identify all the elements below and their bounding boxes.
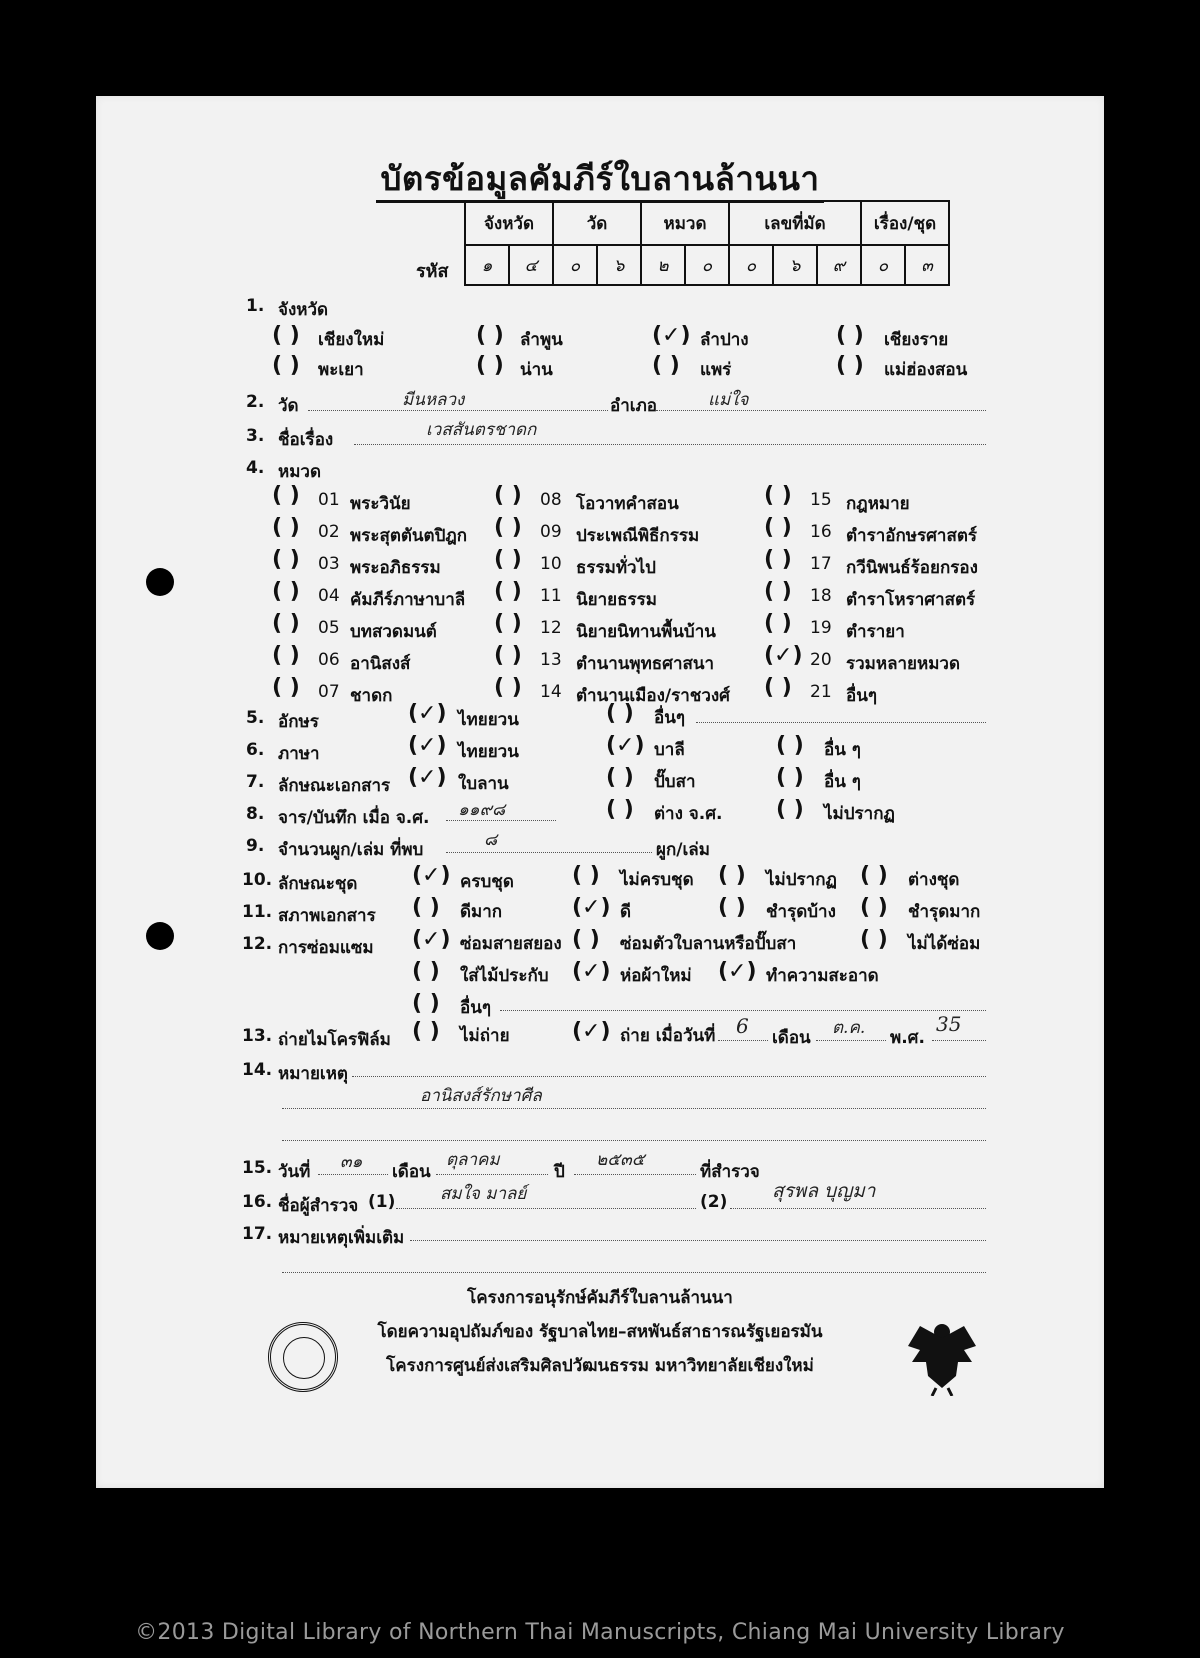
checkbox-category[interactable]: ( ) [494,483,522,508]
category-code: 08 [540,490,562,510]
film-year-line [932,1040,986,1041]
category-code: 06 [318,650,340,670]
punch-hole-top [146,568,174,596]
film-month: ต.ค. [832,1018,866,1038]
checkbox-category[interactable]: ( ) [764,611,792,636]
surveyor-2-num: (2) [700,1192,728,1212]
checkbox-province-1[interactable]: ( ) [272,323,300,348]
category-name: คัมภีร์ภาษาบาลี [350,590,466,610]
code-header-category: หมวด [641,201,729,245]
s2-label: วัด [278,396,299,416]
category-name: บทสวดมนต์ [350,622,437,642]
option-province-4: เชียงราย [884,330,949,350]
category-name: พระวินัย [350,494,411,514]
checkbox-cond-excellent[interactable]: ( ) [412,895,440,920]
s1-label: จังหวัด [278,300,329,320]
surveyor-1-line [396,1208,696,1209]
s11-label: สภาพเอกสาร [278,906,376,926]
german-eagle-icon [906,1316,978,1396]
option-set-different: ต่างชุด [908,870,960,890]
option-doc-mulberry: ปั๊บสา [654,772,696,792]
category-code: 10 [540,554,562,574]
checkbox-province-8[interactable]: ( ) [836,353,864,378]
footer-line-3: โครงการศูนย์ส่งเสริมศิลปวัฒนธรรม มหาวิทยาลัยเชียงใหม่ [386,1356,814,1376]
option-cond-good: ดี [620,902,632,922]
option-province-1: เชียงใหม่ [318,330,385,350]
checkbox-category[interactable]: ( ) [494,547,522,572]
checkbox-category[interactable]: ( ) [494,579,522,604]
code-header-province: จังหวัด [465,201,553,245]
punch-hole-bottom [146,922,174,950]
option-cond-damaged-some: ชำรุดบ้าง [766,902,836,922]
checkbox-category[interactable]: ( ) [764,675,792,700]
checkbox-repair-none[interactable]: ( ) [860,927,888,952]
checkbox-category[interactable]: ( ) [272,515,300,540]
checkbox-province-2[interactable]: ( ) [476,323,504,348]
category-code: 07 [318,682,340,702]
s3-num: 3. [246,426,265,446]
option-province-7: แพร่ [700,360,732,380]
survey-year-label: ปี [554,1162,565,1182]
category-code: 17 [810,554,832,574]
category-code: 12 [540,618,562,638]
option-province-5: พะเยา [318,360,364,380]
checkbox-set-unknown[interactable]: ( ) [718,863,746,888]
note-line-3 [282,1140,986,1141]
option-province-3: ลำปาง [700,330,749,350]
category-code: 11 [540,586,562,606]
s6-label: ภาษา [278,744,320,764]
checkbox-category[interactable]: ( ) [764,515,792,540]
title-value: เวสสันตรชาดก [426,420,537,440]
category-code: 09 [540,522,562,542]
category-name: ธรรมทั่วไป [576,558,656,578]
survey-month: ตุลาคม [446,1150,500,1170]
category-code: 01 [318,490,340,510]
checkbox-doc-palm-leaf-checked[interactable]: (✓) [408,765,447,790]
count-unit: ผูก/เล่ม [656,840,710,860]
checkbox-film-yes-checked[interactable]: (✓) [572,1019,611,1044]
code-digit: ๐ [729,245,773,285]
temple-value: มีนหลวง [402,390,465,410]
category-code: 21 [810,682,832,702]
option-set-complete: ครบชุด [460,872,514,892]
category-code: 14 [540,682,562,702]
code-table [464,200,950,286]
option-repair-cord: ซ่อมสายสยอง [460,934,562,954]
extra-note-line-2 [282,1272,986,1273]
category-name: โอวาทคำสอน [576,494,679,514]
checkbox-doc-other[interactable]: ( ) [776,765,804,790]
note-value: อานิสงส์รักษาศีล [420,1086,542,1106]
category-name: กฎหมาย [846,494,910,514]
checkbox-category[interactable]: ( ) [272,611,300,636]
code-digit: ๐ [685,245,729,285]
checkbox-repair-cover[interactable]: ( ) [412,959,440,984]
checkbox-category-checked[interactable]: (✓) [764,643,803,668]
code-digit: ๐ [861,245,905,285]
surveyor-2-value: สุรพล บุญมา [772,1180,876,1202]
checkbox-category[interactable]: ( ) [272,483,300,508]
option-film-yes: ถ่าย เมื่อวันที่ [620,1026,716,1046]
option-repair-cloth: ห่อผ้าใหม่ [620,966,692,986]
s15-label: วันที่ [278,1162,311,1182]
checkbox-province-6[interactable]: ( ) [476,353,504,378]
checkbox-category[interactable]: ( ) [272,547,300,572]
category-name: นิยายธรรม [576,590,657,610]
category-code: 13 [540,650,562,670]
checkbox-cond-damaged-some[interactable]: ( ) [718,895,746,920]
s5-num: 5. [246,708,265,728]
survey-suffix: ที่สำรวจ [700,1162,760,1182]
option-cs-unknown: ไม่ปรากฏ [824,804,895,824]
checkbox-set-different[interactable]: ( ) [860,863,888,888]
s1-num: 1. [246,296,265,316]
checkbox-category[interactable]: ( ) [272,675,300,700]
option-repair-clean: ทำความสะอาด [766,966,879,986]
amphoe-label: อำเภอ [610,396,657,416]
code-digit: ๖ [597,245,641,285]
checkbox-category[interactable]: ( ) [764,547,792,572]
cs-date-value: ๑๑๙๘ [458,800,506,820]
s2-num: 2. [246,392,265,412]
checkbox-cs-differ[interactable]: ( ) [606,797,634,822]
option-doc-palm-leaf: ใบลาน [458,774,509,794]
s16-num: 16. [242,1192,273,1212]
survey-year: ๒๕๓๕ [596,1150,645,1170]
survey-day: ๓๑ [340,1152,363,1172]
checkbox-repair-cord-checked[interactable]: (✓) [412,927,451,952]
s10-label: ลักษณะชุด [278,874,358,894]
film-day-line [718,1040,768,1041]
category-code: 04 [318,586,340,606]
s5-label: อักษร [278,712,319,732]
checkbox-province-7[interactable]: ( ) [652,353,680,378]
checkbox-category[interactable]: ( ) [494,515,522,540]
s7-num: 7. [246,772,265,792]
footer-line-2: โดยความอุปถัมภ์ของ รัฐบาลไทย–สหพันธ์สาธารณรัฐเยอรมัน [377,1322,823,1342]
surveyor-2-line [730,1208,986,1209]
code-digit: ๔ [509,245,553,285]
footer-line-1: โครงการอนุรักษ์คัมภีร์ใบลานล้านนา [467,1288,733,1308]
category-name: พระอภิธรรม [350,558,441,578]
category-code: 18 [810,586,832,606]
checkbox-cs-unknown[interactable]: ( ) [776,797,804,822]
copyright-notice: ©2013 Digital Library of Northern Thai Manuscripts, Chiang Mai University Library [135,1620,1065,1645]
checkbox-repair-clean-checked[interactable]: (✓) [718,959,757,984]
option-repair-cover: ใส่ไม้ประกับ [460,966,549,986]
checkbox-province-5[interactable]: ( ) [272,353,300,378]
s15-num: 15. [242,1158,273,1178]
option-lang-pali: บาลี [654,740,685,760]
s9-num: 9. [246,836,265,856]
category-name: พระสุตตันตปิฎก [350,526,468,546]
category-code: 03 [318,554,340,574]
amphoe-line [656,410,986,411]
category-code: 20 [810,650,832,670]
option-cond-damaged-much: ชำรุดมาก [908,902,981,922]
script-other-line [696,722,986,723]
category-name: นิยายนิทานพื้นบ้าน [576,622,716,642]
s14-label: หมายเหตุ [278,1064,348,1084]
code-digit: ๐ [553,245,597,285]
s8-num: 8. [246,804,265,824]
survey-card [96,96,1104,1488]
checkbox-cond-damaged-much[interactable]: ( ) [860,895,888,920]
extra-note-line-1 [410,1240,986,1241]
category-name: ตำนานพุทธศาสนา [576,654,715,674]
category-code: 15 [810,490,832,510]
s13-num: 13. [242,1026,273,1046]
checkbox-category[interactable]: ( ) [494,611,522,636]
s16-label: ชื่อผู้สำรวจ [278,1196,359,1216]
option-lang-tai-yuan: ไทยยวน [458,742,519,762]
category-name: อานิสงส์ [350,654,411,674]
film-month-label: เดือน [772,1028,811,1048]
category-name: อื่นๆ [846,686,877,706]
checkbox-category[interactable]: ( ) [494,643,522,668]
checkbox-lang-other[interactable]: ( ) [776,733,804,758]
repair-other-line [500,1010,986,1011]
s7-label: ลักษณะเอกสาร [278,776,391,796]
checkbox-repair-cloth-checked[interactable]: (✓) [572,959,611,984]
checkbox-lang-tai-yuan-checked[interactable]: (✓) [408,733,447,758]
checkbox-repair-leaf[interactable]: ( ) [572,927,600,952]
note-line-2 [282,1108,986,1109]
category-name: ชาดก [350,686,393,706]
s11-num: 11. [242,902,273,922]
surveyor-1-value: สมใจ มาลย์ [440,1184,527,1204]
survey-month-label: เดือน [392,1162,431,1182]
checkbox-repair-other[interactable]: ( ) [412,991,440,1016]
option-lang-other: อื่น ๆ [824,740,861,760]
category-name: รวมหลายหมวด [846,654,961,674]
checkbox-lang-pali-checked[interactable]: (✓) [606,733,645,758]
survey-month-line [436,1174,548,1175]
survey-year-line [574,1174,696,1175]
option-repair-other: อื่นๆ [460,998,491,1018]
category-code: 16 [810,522,832,542]
option-province-8: แม่ฮ่องสอน [884,360,968,380]
code-digit: ๒ [641,245,685,285]
amphoe-value: แม่ใจ [708,390,749,410]
category-code: 05 [318,618,340,638]
s4-label: หมวด [278,462,321,482]
option-province-2: ลำพูน [520,330,563,350]
note-line-1 [352,1076,986,1077]
checkbox-set-complete-checked[interactable]: (✓) [412,863,451,888]
option-doc-other: อื่น ๆ [824,772,861,792]
s4-num: 4. [246,458,265,478]
option-set-incomplete: ไม่ครบชุด [620,870,694,890]
s17-label: หมายเหตุเพิ่มเติม [278,1228,405,1248]
checkbox-category[interactable]: ( ) [494,675,522,700]
code-header-set: เรื่อง/ชุด [861,201,949,245]
checkbox-set-incomplete[interactable]: ( ) [572,863,600,888]
checkbox-category[interactable]: ( ) [272,579,300,604]
category-name: ตำนานเมือง/ราชวงศ์ [576,686,730,706]
checkbox-script-other[interactable]: ( ) [606,701,634,726]
s17-num: 17. [242,1224,273,1244]
surveyor-1-num: (1) [368,1192,396,1212]
category-name: ตำราอักษรศาสตร์ [846,526,977,546]
s13-label: ถ่ายไมโครฟิล์ม [278,1030,391,1050]
code-header-temple: วัด [553,201,641,245]
category-name: กวีนิพนธ์ร้อยกรอง [846,558,978,578]
count-line [446,852,652,853]
category-name: ตำราโหราศาสตร์ [846,590,976,610]
code-digit: ๑ [465,245,509,285]
checkbox-category[interactable]: ( ) [764,579,792,604]
code-digit: ๖ [773,245,817,285]
checkbox-film-no[interactable]: ( ) [412,1019,440,1044]
category-code: 02 [318,522,340,542]
option-province-6: น่าน [520,360,553,380]
checkbox-province-3-checked[interactable]: (✓) [652,323,691,348]
s8-label: จาร/บันทึก เมื่อ จ.ศ. [278,808,430,828]
university-seal-icon [268,1322,338,1392]
category-code: 19 [810,618,832,638]
checkbox-cond-good-checked[interactable]: (✓) [572,895,611,920]
code-header-bundle: เลขที่มัด [729,201,861,245]
option-repair-none: ไม่ได้ซ่อม [908,934,981,954]
card-title: บัตรข้อมูลคัมภีร์ใบลานล้านนา [96,152,1104,205]
checkbox-doc-mulberry[interactable]: ( ) [606,765,634,790]
s3-label: ชื่อเรื่อง [278,430,334,450]
option-set-unknown: ไม่ปรากฏ [766,870,837,890]
film-year-label: พ.ศ. [890,1028,925,1048]
option-script-other: อื่นๆ [654,708,685,728]
title-line [354,444,986,445]
category-name: ประเพณีพิธีกรรม [576,526,700,546]
s12-num: 12. [242,934,273,954]
s12-label: การซ่อมแซม [278,938,374,958]
count-value: ๘ [484,830,498,850]
category-name: ตำรายา [846,622,905,642]
option-repair-leaf: ซ่อมตัวใบลานหรือปั๊บสา [620,934,797,954]
s6-num: 6. [246,740,265,760]
option-film-no: ไม่ถ่าย [460,1026,510,1046]
option-cs-differ: ต่าง จ.ศ. [654,804,723,824]
checkbox-script-tai-yuan-checked[interactable]: (✓) [408,701,447,726]
code-digit: ๓ [905,245,949,285]
s9-label: จำนวนผูก/เล่ม ที่พบ [278,840,424,860]
option-script-tai-yuan: ไทยยวน [458,710,519,730]
film-day: 6 [736,1014,749,1038]
option-cond-excellent: ดีมาก [460,902,503,922]
code-digit: ๙ [817,245,861,285]
s10-num: 10. [242,870,273,890]
checkbox-category[interactable]: ( ) [272,643,300,668]
s14-num: 14. [242,1060,273,1080]
checkbox-province-4[interactable]: ( ) [836,323,864,348]
seal-inner-ring [283,1337,325,1379]
checkbox-category[interactable]: ( ) [764,483,792,508]
code-label: รหัส [416,261,449,282]
film-year: 35 [936,1012,962,1036]
